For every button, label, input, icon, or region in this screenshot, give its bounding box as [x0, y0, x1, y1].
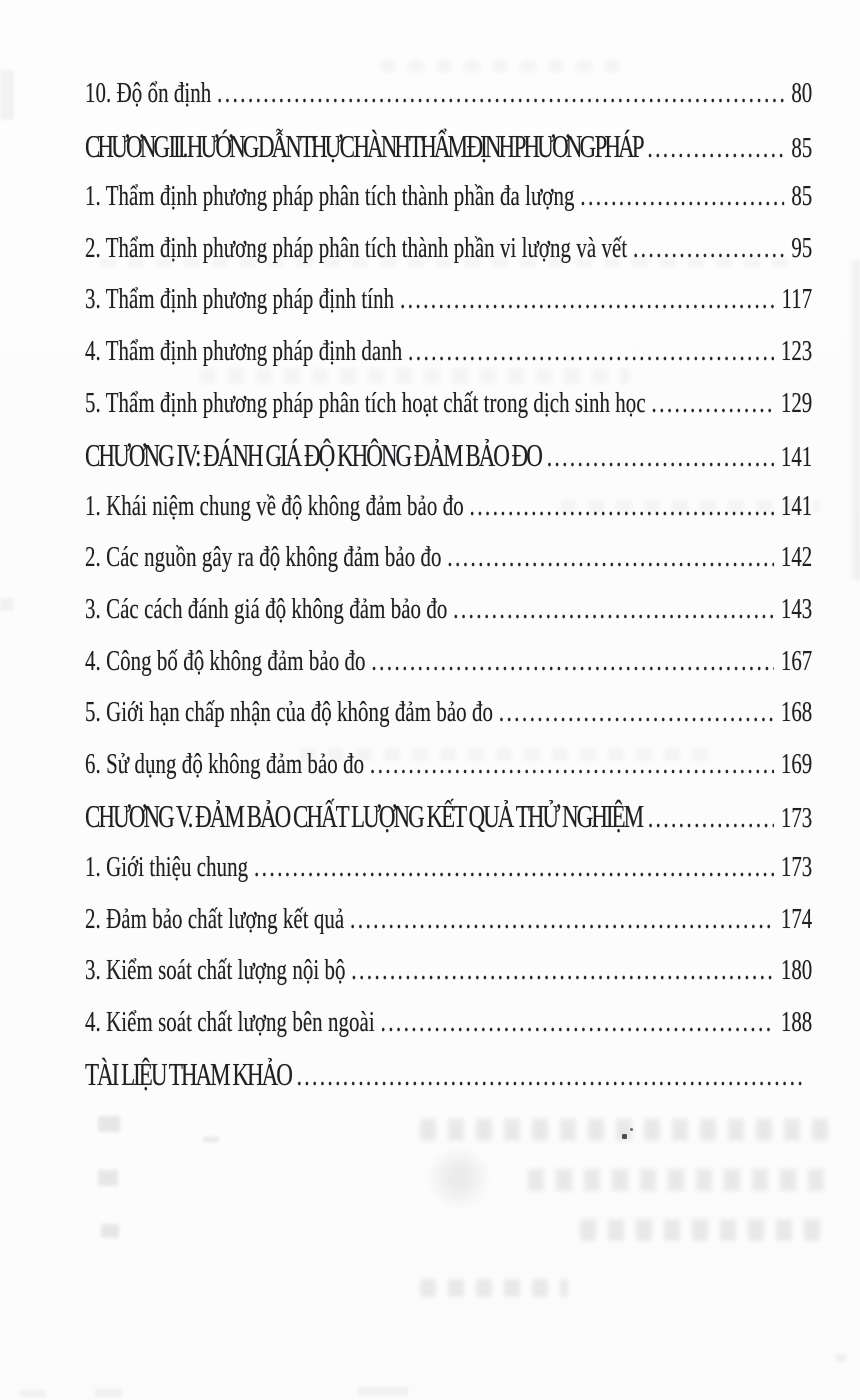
toc-entry: [85, 489, 812, 541]
dot-leader: [371, 644, 773, 678]
bleedthrough-artifact: [101, 1224, 119, 1238]
toc-entry: [85, 850, 812, 902]
toc-entry-page-number: 173: [780, 850, 813, 883]
toc-entry-label: 10. Độ ổn định: [85, 77, 212, 109]
toc-entry-label: CHƯƠNG V. ĐẢM BẢO CHẤT LƯỢNG KẾT QUẢ THỬ NGHIỆM: [85, 798, 643, 835]
scan-smudge: [358, 1387, 408, 1396]
toc-entry-page-number: 169: [780, 747, 813, 780]
toc-entry: [85, 592, 812, 644]
dot-leader: [647, 131, 784, 165]
dot-leader: [547, 440, 774, 474]
toc-entry-page-number: 117: [781, 283, 813, 316]
bleedthrough-artifact: [98, 1116, 120, 1132]
toc-entry-page-number: 173: [780, 802, 813, 835]
toc-entry: [85, 747, 812, 799]
stamp-smudge-artifact: [426, 1147, 492, 1209]
toc-entry-label: TÀI LIỆU THAM KHẢO: [85, 1056, 291, 1093]
dot-leader: [633, 231, 784, 265]
toc-entry: [85, 386, 812, 438]
toc-entry-page-number: 95: [791, 231, 813, 264]
toc-entry-page-number: 180: [780, 954, 813, 987]
scan-smudge: [95, 1389, 122, 1397]
dot-leader: [580, 179, 784, 213]
dot-leader: [453, 592, 774, 626]
toc-entry-label: 5. Thẩm định phương pháp phân tích hoạt chất trong dịch sinh học: [85, 386, 646, 419]
toc-entry-label: 1. Khái niệm chung về độ không đảm bảo đo: [85, 489, 464, 522]
toc-entry: [85, 953, 812, 1005]
dot-leader: [351, 953, 773, 987]
page-edge-shadow: [848, 260, 860, 580]
toc-entry-label: 5. Giới hạn chấp nhận của độ không đảm bảo đo: [85, 696, 494, 729]
toc-entry-label: 2. Đảm bảo chất lượng kết quả: [85, 902, 345, 935]
toc-entry-page-number: 129: [780, 386, 813, 419]
dot-leader: [651, 386, 773, 420]
toc-entry-label: CHƯƠNG III. HƯỚNG DẪN THỰC HÀNH THẨM ĐỊNH PHƯƠNG PHÁP: [85, 127, 642, 164]
bleedthrough-artifact: [203, 1137, 219, 1142]
scan-smudge: [836, 1354, 846, 1362]
scan-smudge: [0, 70, 14, 120]
toc-entry: [85, 798, 812, 850]
dot-leader: [380, 1005, 773, 1039]
toc-entry-page-number: 85: [791, 131, 813, 164]
bleedthrough-artifact: [98, 1170, 118, 1186]
dot-leader: [350, 902, 774, 936]
toc-entry: [85, 1056, 812, 1108]
toc-entry-label: 1. Giới thiệu chung: [85, 850, 249, 883]
toc-entry: [85, 902, 812, 954]
dot-leader: [469, 489, 773, 523]
toc-entry-page-number: 167: [780, 644, 813, 677]
toc-entry-page-number: 80: [791, 77, 813, 109]
dot-leader: [499, 695, 774, 729]
toc-entry-page-number: 168: [780, 696, 813, 729]
toc-entry: [85, 540, 812, 592]
dot-leader: [217, 76, 784, 110]
toc-entry: [85, 644, 812, 696]
dot-leader: [447, 540, 773, 574]
toc-entry-label: 3. Thẩm định phương pháp định tính: [85, 283, 395, 316]
toc-entry-label: CHƯƠNG IV: ĐÁNH GIÁ ĐỘ KHÔNG ĐẢM BẢO ĐO: [85, 437, 541, 474]
bleedthrough-artifact: [528, 1169, 832, 1191]
toc-entry-label: 4. Công bố độ không đảm bảo đo: [85, 644, 366, 677]
toc-entry-page-number: 85: [791, 180, 813, 213]
dot-leader: [408, 334, 774, 368]
toc-entry-label: 4. Kiểm soát chất lượng bên ngoài: [85, 1005, 375, 1038]
dot-leader: [297, 1059, 805, 1093]
toc-entry-page-number: 141: [780, 441, 813, 474]
dot-leader: [254, 850, 774, 884]
toc-entry-page-number: 143: [780, 592, 813, 625]
toc-entry: [85, 231, 812, 283]
bleedthrough-artifact: [580, 1219, 832, 1241]
toc-entry-page-number: 123: [780, 334, 813, 367]
table-of-contents: [85, 76, 812, 1108]
scan-smudge: [0, 598, 14, 611]
toc-entry: [85, 695, 812, 747]
toc-entry: [85, 437, 812, 489]
dot-leader: [370, 747, 774, 781]
scan-smudge: [20, 1390, 46, 1397]
toc-entry-label: 4. Thẩm định phương pháp định danh: [85, 334, 403, 367]
toc-entry-label: 3. Các cách đánh giá độ không đảm bảo đo: [85, 592, 448, 625]
toc-entry: [85, 179, 812, 231]
dot-leader: [400, 282, 774, 316]
toc-entry: [85, 1005, 812, 1057]
bleedthrough-artifact: [380, 60, 630, 72]
toc-entry: [85, 76, 812, 128]
toc-entry-label: 3. Kiểm soát chất lượng nội bộ: [85, 954, 346, 987]
toc-entry-page-number: 174: [780, 902, 813, 935]
dot-leader: [648, 801, 774, 835]
ink-speck: [622, 1128, 633, 1142]
toc-entry-label: 1. Thẩm định phương pháp phân tích thành phần đa lượng: [85, 180, 575, 213]
toc-entry-label: 2. Thẩm định phương pháp phân tích thành phần vi lượng và vết: [85, 231, 628, 264]
toc-entry: [85, 128, 812, 180]
toc-entry-page-number: 141: [780, 489, 813, 522]
bleedthrough-artifact: [420, 1119, 832, 1141]
bleedthrough-artifact: [420, 1279, 568, 1297]
toc-entry-page-number: 142: [780, 541, 813, 574]
toc-entry-page-number: 188: [780, 1005, 813, 1038]
toc-entry-label: 6. Sử dụng độ không đảm bảo đo: [85, 747, 365, 780]
toc-entry: [85, 282, 812, 334]
toc-entry: [85, 334, 812, 386]
toc-entry-label: 2. Các nguồn gây ra độ không đảm bảo đo: [85, 541, 442, 574]
